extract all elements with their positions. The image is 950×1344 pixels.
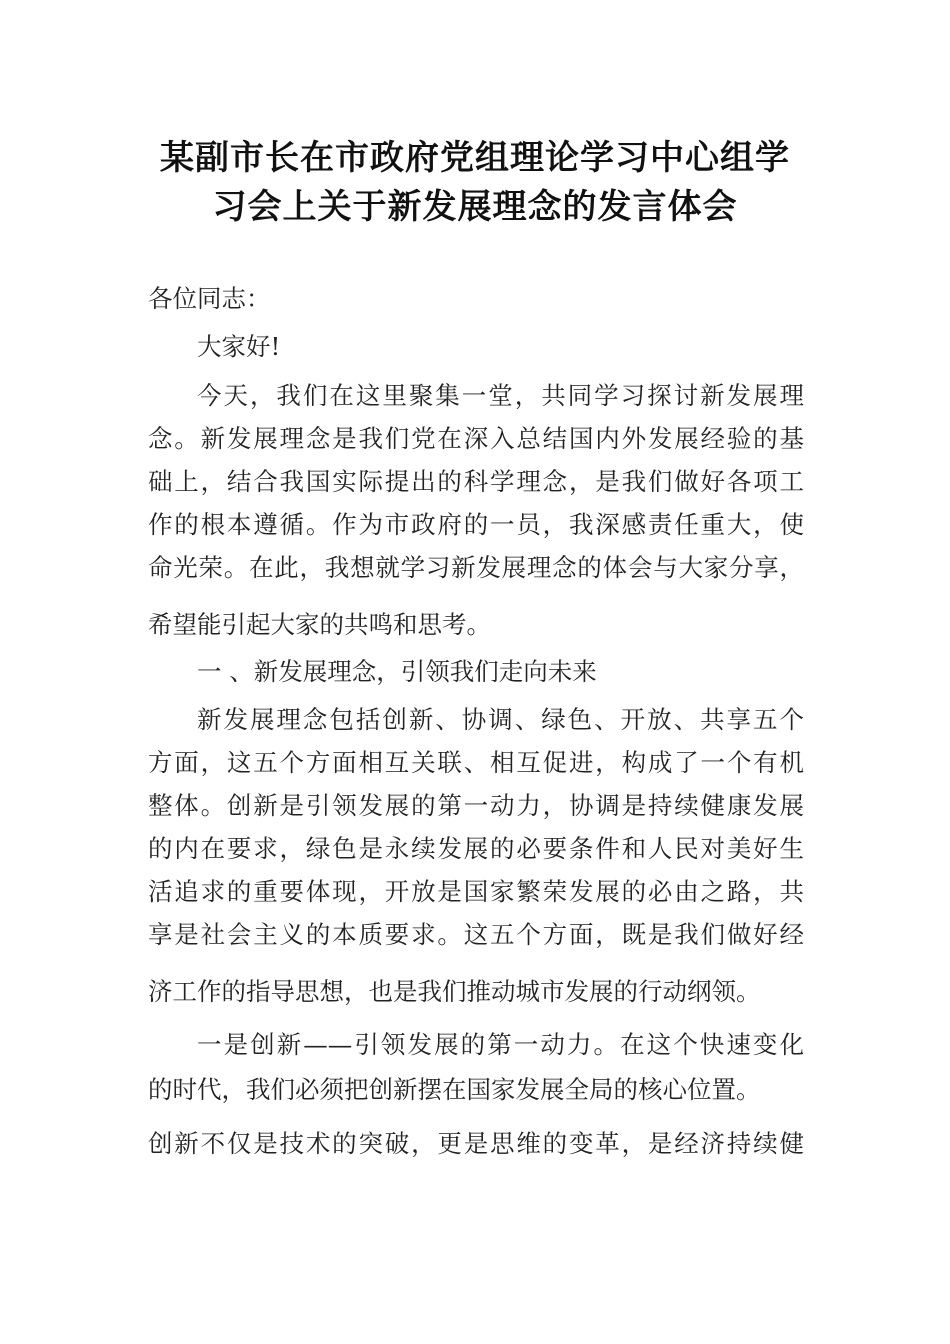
- paragraph-line: 创新不仅是技术的突破，更是思维的变革，是经济持续健: [148, 1129, 804, 1158]
- paragraph-line: 希望能引起大家的共鸣和思考。: [148, 610, 491, 639]
- paragraph-line: 念。新发展理念是我们党在深入总结国内外发展经验的基: [148, 424, 804, 453]
- greeting: 大家好!: [197, 332, 281, 361]
- paragraph-line: 作的根本遵循。作为市政府的一员，我深感责任重大，使: [148, 510, 804, 539]
- paragraph-line: 一是创新——引领发展的第一动力。在这个快速变化: [197, 1030, 804, 1059]
- paragraph-line: 的时代，我们必须把创新摆在国家发展全局的核心位置。: [148, 1075, 761, 1104]
- paragraph-line: 的内在要求，绿色是永续发展的必要条件和人民对美好生: [148, 834, 804, 863]
- section-heading: 一 、新发展理念，引领我们走向未来: [197, 657, 597, 686]
- paragraph-line: 今天，我们在这里聚集一堂，共同学习探讨新发展理: [197, 381, 804, 410]
- paragraph-line: 础上，结合我国实际提出的科学理念，是我们做好各项工: [148, 467, 804, 496]
- paragraph-line: 命光荣。在此，我想就学习新发展理念的体会与大家分享，: [148, 553, 804, 582]
- document-title-line-1: 某副市长在市政府党组理论学习中心组学: [160, 138, 790, 178]
- paragraph-line: 享是社会主义的本质要求。这五个方面，既是我们做好经: [148, 920, 804, 949]
- paragraph-line: 济工作的指导思想，也是我们推动城市发展的行动纲领。: [148, 977, 761, 1006]
- paragraph-line: 活追求的重要体现，开放是国家繁荣发展的必由之路，共: [148, 877, 804, 906]
- salutation: 各位同志：: [148, 284, 271, 313]
- paragraph-line: 方面，这五个方面相互关联、相互促进，构成了一个有机: [148, 748, 804, 777]
- paragraph-line: 新发展理念包括创新、协调、绿色、开放、共享五个: [197, 705, 804, 734]
- paragraph-line: 整体。创新是引领发展的第一动力，协调是持续健康发展: [148, 791, 804, 820]
- document-title-line-2: 习会上关于新发展理念的发言体会: [212, 187, 738, 227]
